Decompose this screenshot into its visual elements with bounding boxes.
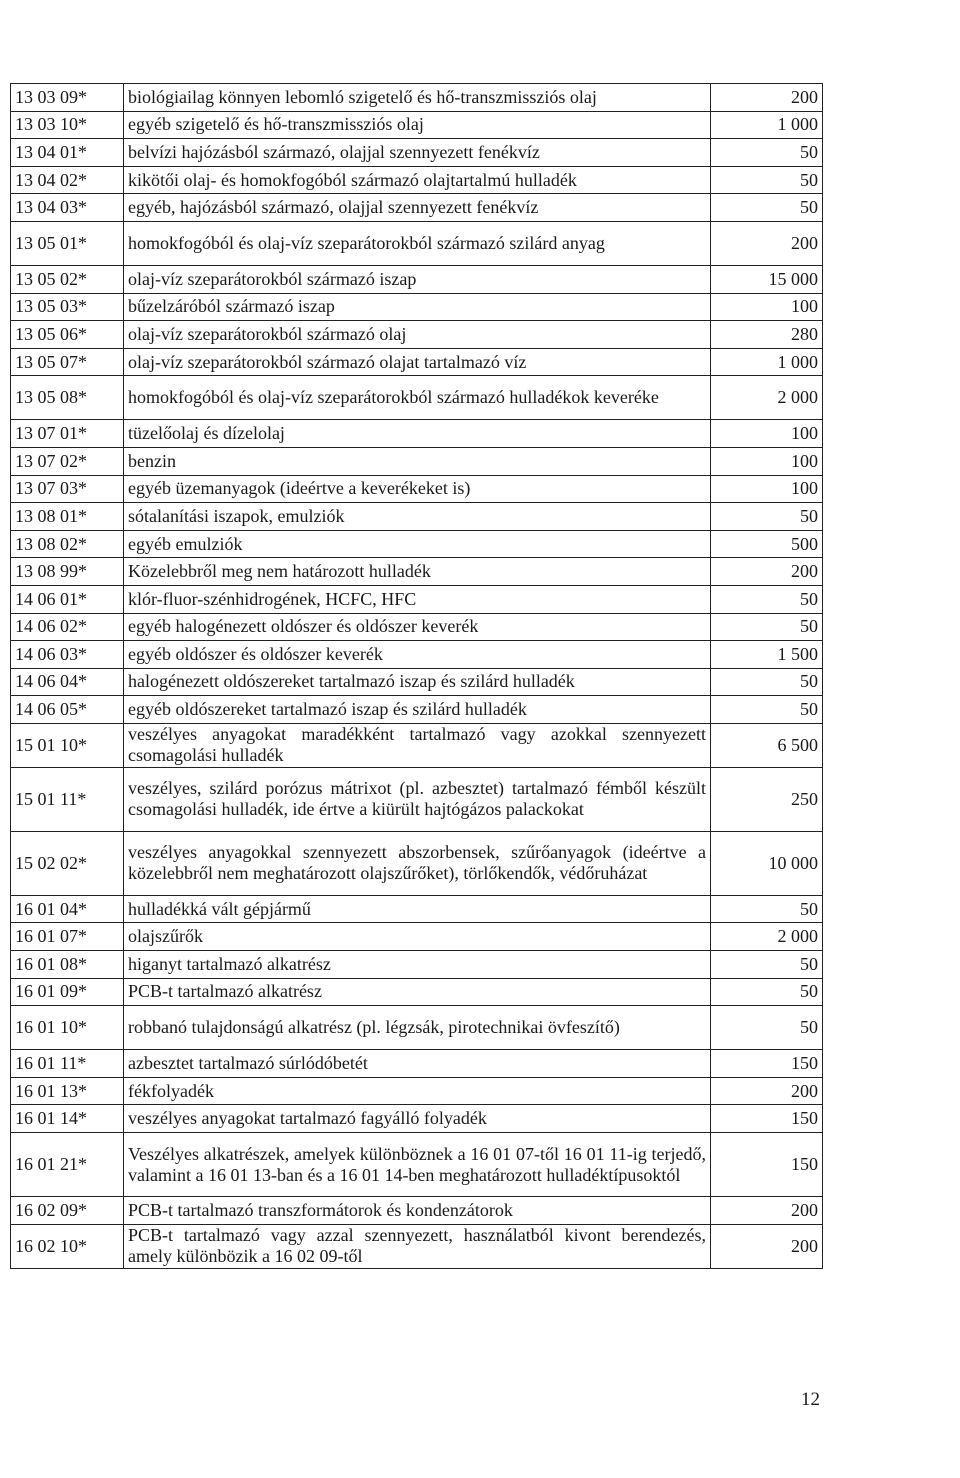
waste-quantity: 50 <box>711 503 823 531</box>
waste-quantity: 50 <box>711 668 823 696</box>
waste-quantity: 50 <box>711 696 823 724</box>
table-row <box>11 348 823 376</box>
table-row <box>11 139 823 167</box>
table-row <box>11 1224 823 1268</box>
waste-quantity: 6 500 <box>711 723 823 767</box>
waste-code: 13 08 99* <box>11 558 124 586</box>
waste-code: 16 01 13* <box>11 1077 124 1105</box>
waste-description: homokfogóból és olaj-víz szeparátorokból származó szilárd anyag <box>124 221 711 265</box>
waste-description: fékfolyadék <box>124 1077 711 1105</box>
waste-quantity: 50 <box>711 1006 823 1050</box>
waste-code: 15 02 02* <box>11 831 124 895</box>
waste-code: 16 01 08* <box>11 951 124 979</box>
waste-code: 15 01 11* <box>11 767 124 831</box>
waste-description: belvízi hajózásból származó, olajjal szennyezett fenékvíz <box>124 139 711 167</box>
waste-description: olaj-víz szeparátorokból származó olaj <box>124 321 711 349</box>
waste-code: 13 04 03* <box>11 194 124 222</box>
table-row <box>11 475 823 503</box>
table-row <box>11 111 823 139</box>
waste-code: 16 01 09* <box>11 978 124 1006</box>
waste-quantity: 200 <box>711 1077 823 1105</box>
waste-quantity: 50 <box>711 613 823 641</box>
table-row <box>11 613 823 641</box>
table-row <box>11 376 823 420</box>
table-row <box>11 978 823 1006</box>
waste-code: 13 07 02* <box>11 447 124 475</box>
waste-quantity: 250 <box>711 767 823 831</box>
table-row <box>11 530 823 558</box>
waste-quantity: 150 <box>711 1133 823 1197</box>
table-row <box>11 1197 823 1225</box>
waste-quantity: 50 <box>711 585 823 613</box>
table-row <box>11 447 823 475</box>
table-row <box>11 951 823 979</box>
table-row <box>11 194 823 222</box>
waste-description: egyéb oldószereket tartalmazó iszap és szilárd hulladék <box>124 696 711 724</box>
waste-description: egyéb üzemanyagok (ideértve a keverékeket is) <box>124 475 711 503</box>
waste-quantity: 15 000 <box>711 265 823 293</box>
waste-quantity: 50 <box>711 139 823 167</box>
table-row <box>11 641 823 669</box>
table-row <box>11 831 823 895</box>
table-row <box>11 1077 823 1105</box>
waste-quantity: 100 <box>711 475 823 503</box>
waste-code: 13 08 01* <box>11 503 124 531</box>
waste-quantity: 1 500 <box>711 641 823 669</box>
table-row <box>11 420 823 448</box>
table-body <box>11 84 823 1269</box>
waste-quantity: 150 <box>711 1105 823 1133</box>
waste-quantity: 280 <box>711 321 823 349</box>
waste-description: benzin <box>124 447 711 475</box>
waste-quantity: 2 000 <box>711 376 823 420</box>
waste-description: Veszélyes alkatrészek, amelyek különböznek a 16 01 07-től 16 01 11-ig terjedő, valamint a 16 01 13-ban és a 16 01 14-ben meghatározott hulladéktípusoktól <box>124 1133 711 1197</box>
waste-description: egyéb, hajózásból származó, olajjal szennyezett fenékvíz <box>124 194 711 222</box>
waste-description: olaj-víz szeparátorokból származó iszap <box>124 265 711 293</box>
waste-description: sótalanítási iszapok, emulziók <box>124 503 711 531</box>
waste-code: 13 03 10* <box>11 111 124 139</box>
table-row <box>11 585 823 613</box>
waste-description: tüzelőolaj és dízelolaj <box>124 420 711 448</box>
waste-code: 16 01 14* <box>11 1105 124 1133</box>
waste-description: veszélyes anyagokat tartalmazó fagyálló folyadék <box>124 1105 711 1133</box>
waste-quantity: 1 000 <box>711 111 823 139</box>
waste-code: 14 06 02* <box>11 613 124 641</box>
waste-code: 13 05 01* <box>11 221 124 265</box>
waste-description: higanyt tartalmazó alkatrész <box>124 951 711 979</box>
waste-code: 15 01 10* <box>11 723 124 767</box>
table-row <box>11 1133 823 1197</box>
waste-description: Közelebbről meg nem határozott hulladék <box>124 558 711 586</box>
waste-code: 14 06 05* <box>11 696 124 724</box>
table-row <box>11 221 823 265</box>
waste-code: 16 01 10* <box>11 1006 124 1050</box>
waste-code: 14 06 01* <box>11 585 124 613</box>
waste-code: 13 05 07* <box>11 348 124 376</box>
table-row <box>11 293 823 321</box>
table-row <box>11 558 823 586</box>
table-row <box>11 696 823 724</box>
waste-quantity: 50 <box>711 194 823 222</box>
waste-description: egyéb halogénezett oldószer és oldószer keverék <box>124 613 711 641</box>
waste-code: 14 06 04* <box>11 668 124 696</box>
waste-description: veszélyes anyagokkal szennyezett abszorbensek, szűrőanyagok (ideértve a közelebbről nem meghatározott olajszűrőket), törlőkendők, védőruházat <box>124 831 711 895</box>
waste-code: 13 07 01* <box>11 420 124 448</box>
waste-code: 16 01 11* <box>11 1050 124 1078</box>
waste-code: 13 08 02* <box>11 530 124 558</box>
waste-code: 13 04 01* <box>11 139 124 167</box>
table-row <box>11 84 823 112</box>
table-row <box>11 265 823 293</box>
waste-code-table <box>10 83 823 1269</box>
table-row <box>11 321 823 349</box>
waste-description: olaj-víz szeparátorokból származó olajat tartalmazó víz <box>124 348 711 376</box>
waste-code: 13 05 03* <box>11 293 124 321</box>
waste-description: klór-fluor-szénhidrogének, HCFC, HFC <box>124 585 711 613</box>
waste-code: 16 02 09* <box>11 1197 124 1225</box>
table-row <box>11 1105 823 1133</box>
waste-code: 13 03 09* <box>11 84 124 112</box>
waste-quantity: 200 <box>711 1224 823 1268</box>
waste-quantity: 50 <box>711 895 823 923</box>
waste-code: 13 05 02* <box>11 265 124 293</box>
table-row <box>11 723 823 767</box>
waste-quantity: 200 <box>711 221 823 265</box>
waste-quantity: 50 <box>711 951 823 979</box>
table-row <box>11 166 823 194</box>
waste-quantity: 100 <box>711 447 823 475</box>
waste-quantity: 200 <box>711 558 823 586</box>
table-row <box>11 895 823 923</box>
waste-quantity: 50 <box>711 978 823 1006</box>
table-row <box>11 668 823 696</box>
waste-code: 13 07 03* <box>11 475 124 503</box>
waste-quantity: 150 <box>711 1050 823 1078</box>
waste-code: 16 01 04* <box>11 895 124 923</box>
waste-quantity: 200 <box>711 84 823 112</box>
waste-description: azbesztet tartalmazó súrlódóbetét <box>124 1050 711 1078</box>
waste-description: homokfogóból és olaj-víz szeparátorokból származó hulladékok keveréke <box>124 376 711 420</box>
waste-description: veszélyes, szilárd porózus mátrixot (pl. azbesztet) tartalmazó fémből készült csomagolási hulladék, ide értve a kiürült hajtógázos palackokat <box>124 767 711 831</box>
waste-description: veszélyes anyagokat maradékként tartalmazó vagy azokkal szennyezett csomagolási hulladék <box>124 723 711 767</box>
waste-description: egyéb szigetelő és hő-transzmissziós olaj <box>124 111 711 139</box>
waste-quantity: 100 <box>711 293 823 321</box>
waste-description: robbanó tulajdonságú alkatrész (pl. légzsák, pirotechnikai övfeszítő) <box>124 1006 711 1050</box>
table-row <box>11 503 823 531</box>
waste-description: halogénezett oldószereket tartalmazó iszap és szilárd hulladék <box>124 668 711 696</box>
table-row <box>11 1006 823 1050</box>
waste-description: PCB-t tartalmazó transzformátorok és kondenzátorok <box>124 1197 711 1225</box>
waste-quantity: 1 000 <box>711 348 823 376</box>
waste-description: hulladékká vált gépjármű <box>124 895 711 923</box>
waste-description: PCB-t tartalmazó vagy azzal szennyezett, használatból kivont berendezés, amely különbözik a 16 02 09-től <box>124 1224 711 1268</box>
waste-quantity: 10 000 <box>711 831 823 895</box>
waste-code: 13 05 06* <box>11 321 124 349</box>
page-number: 12 <box>801 1389 820 1410</box>
waste-quantity: 200 <box>711 1197 823 1225</box>
waste-code: 14 06 03* <box>11 641 124 669</box>
waste-code: 16 02 10* <box>11 1224 124 1268</box>
waste-quantity: 100 <box>711 420 823 448</box>
waste-quantity: 500 <box>711 530 823 558</box>
waste-description: bűzelzáróból származó iszap <box>124 293 711 321</box>
waste-quantity: 2 000 <box>711 923 823 951</box>
waste-code: 16 01 21* <box>11 1133 124 1197</box>
table-row <box>11 923 823 951</box>
waste-code: 13 04 02* <box>11 166 124 194</box>
waste-description: olajszűrők <box>124 923 711 951</box>
waste-description: egyéb oldószer és oldószer keverék <box>124 641 711 669</box>
table-row <box>11 1050 823 1078</box>
waste-description: egyéb emulziók <box>124 530 711 558</box>
waste-code: 16 01 07* <box>11 923 124 951</box>
waste-quantity: 50 <box>711 166 823 194</box>
table-row <box>11 767 823 831</box>
waste-description: PCB-t tartalmazó alkatrész <box>124 978 711 1006</box>
waste-description: biológiailag könnyen lebomló szigetelő és hő-transzmissziós olaj <box>124 84 711 112</box>
waste-code: 13 05 08* <box>11 376 124 420</box>
waste-description: kikötői olaj- és homokfogóból származó olajtartalmú hulladék <box>124 166 711 194</box>
